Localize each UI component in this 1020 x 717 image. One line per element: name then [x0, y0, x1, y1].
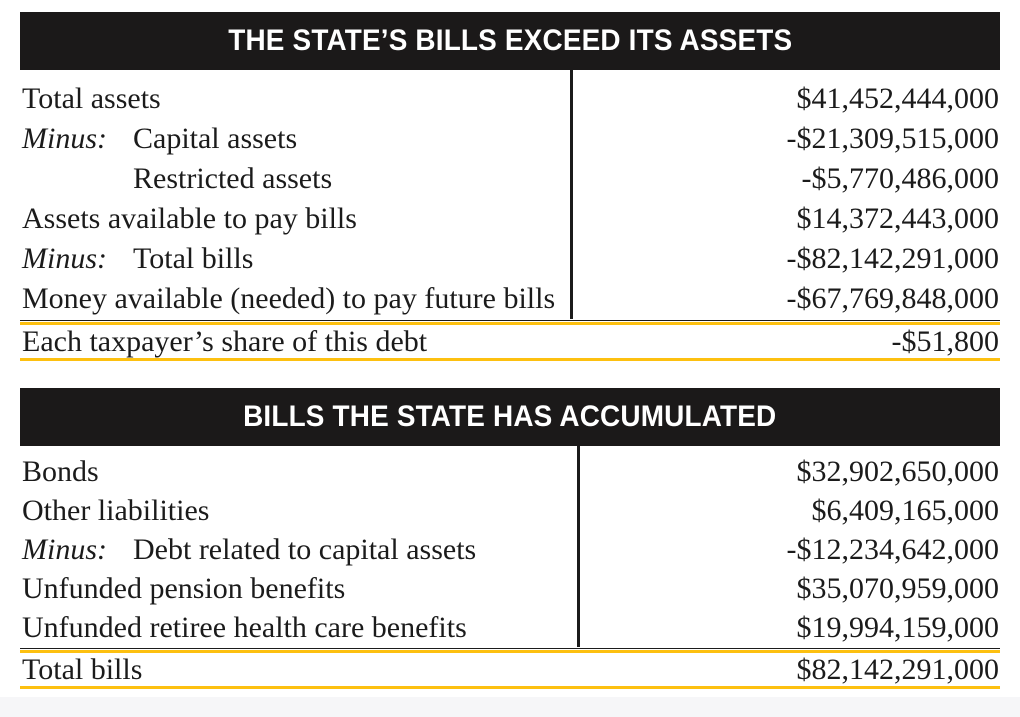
table-rows [20, 446, 1000, 647]
row-label-cell [20, 572, 345, 606]
row-value: $14,372,443,000 [796, 202, 999, 235]
row-value: -$12,234,642,000 [786, 532, 999, 566]
row-value: $35,070,959,000 [796, 571, 999, 605]
table-row [20, 530, 1000, 569]
total-row [20, 653, 1000, 686]
row-label-cell [20, 533, 476, 567]
table-row [20, 608, 1000, 647]
row-label: Bonds [22, 454, 99, 488]
page-footer-strip [0, 697, 1020, 717]
row-label-cell [20, 162, 332, 196]
row-label: Unfunded retiree health care benefits [22, 610, 467, 644]
row-label: Money available (needed) to pay future bills [22, 282, 556, 315]
row-label-cell [20, 82, 161, 116]
total-row-value: $82,142,291,000 [796, 652, 999, 686]
column-divider-line [570, 70, 573, 319]
row-label-cell [20, 242, 253, 276]
minus-prefix: Minus: [22, 532, 107, 566]
row-label-cell [20, 122, 297, 156]
table-header-bar [20, 12, 1000, 70]
table-row [20, 452, 1000, 491]
row-label: Debt related to capital assets [133, 532, 477, 566]
minus-prefix: Minus: [22, 122, 107, 155]
table-body [20, 70, 1000, 319]
black-rule-line [20, 320, 1000, 321]
total-row [20, 325, 1000, 358]
table-body [20, 446, 1000, 647]
table-row [20, 199, 1000, 239]
row-value: $19,994,159,000 [796, 610, 999, 644]
column-divider-line [577, 446, 580, 647]
row-value: $32,902,650,000 [796, 454, 999, 488]
minus-prefix: Minus: [22, 242, 107, 275]
table-title: THE STATE’S BILLS EXCEED ITS ASSETS [227, 24, 793, 57]
table-row [20, 491, 1000, 530]
table-row [20, 79, 1000, 119]
table-row [20, 119, 1000, 159]
row-label: Total assets [22, 82, 161, 115]
row-label: Unfunded pension benefits [22, 571, 346, 605]
row-label: Other liabilities [22, 493, 210, 527]
total-row-value: -$51,800 [891, 324, 999, 358]
row-label-cell [20, 455, 99, 489]
row-value: -$5,770,486,000 [801, 162, 999, 195]
table-header-bar [20, 388, 1000, 446]
row-value: -$21,309,515,000 [786, 122, 999, 155]
row-label: Capital assets [133, 122, 298, 155]
accumulated-bills-table [20, 388, 1000, 689]
row-value: -$67,769,848,000 [786, 282, 999, 315]
assets-vs-bills-table [20, 0, 1000, 361]
row-value: -$82,142,291,000 [786, 242, 999, 275]
row-label: Assets available to pay bills [22, 202, 357, 235]
row-label: Restricted assets [133, 162, 333, 195]
table-row [20, 279, 1000, 319]
row-label-cell [20, 494, 209, 528]
table-row [20, 239, 1000, 279]
total-row-label: Total bills [22, 652, 143, 686]
total-row-label: Each taxpayer’s share of this debt [22, 324, 428, 358]
row-label: Total bills [133, 242, 254, 275]
table-rows [20, 70, 1000, 319]
row-label-cell [20, 611, 467, 645]
table-title: BILLS THE STATE HAS ACCUMULATED [243, 400, 777, 433]
table-row [20, 569, 1000, 608]
row-label-cell [20, 202, 357, 236]
table-row [20, 159, 1000, 199]
row-value: $6,409,165,000 [811, 493, 999, 527]
row-label-cell [20, 282, 555, 316]
row-value: $41,452,444,000 [796, 82, 999, 115]
black-rule-line [20, 648, 1000, 649]
